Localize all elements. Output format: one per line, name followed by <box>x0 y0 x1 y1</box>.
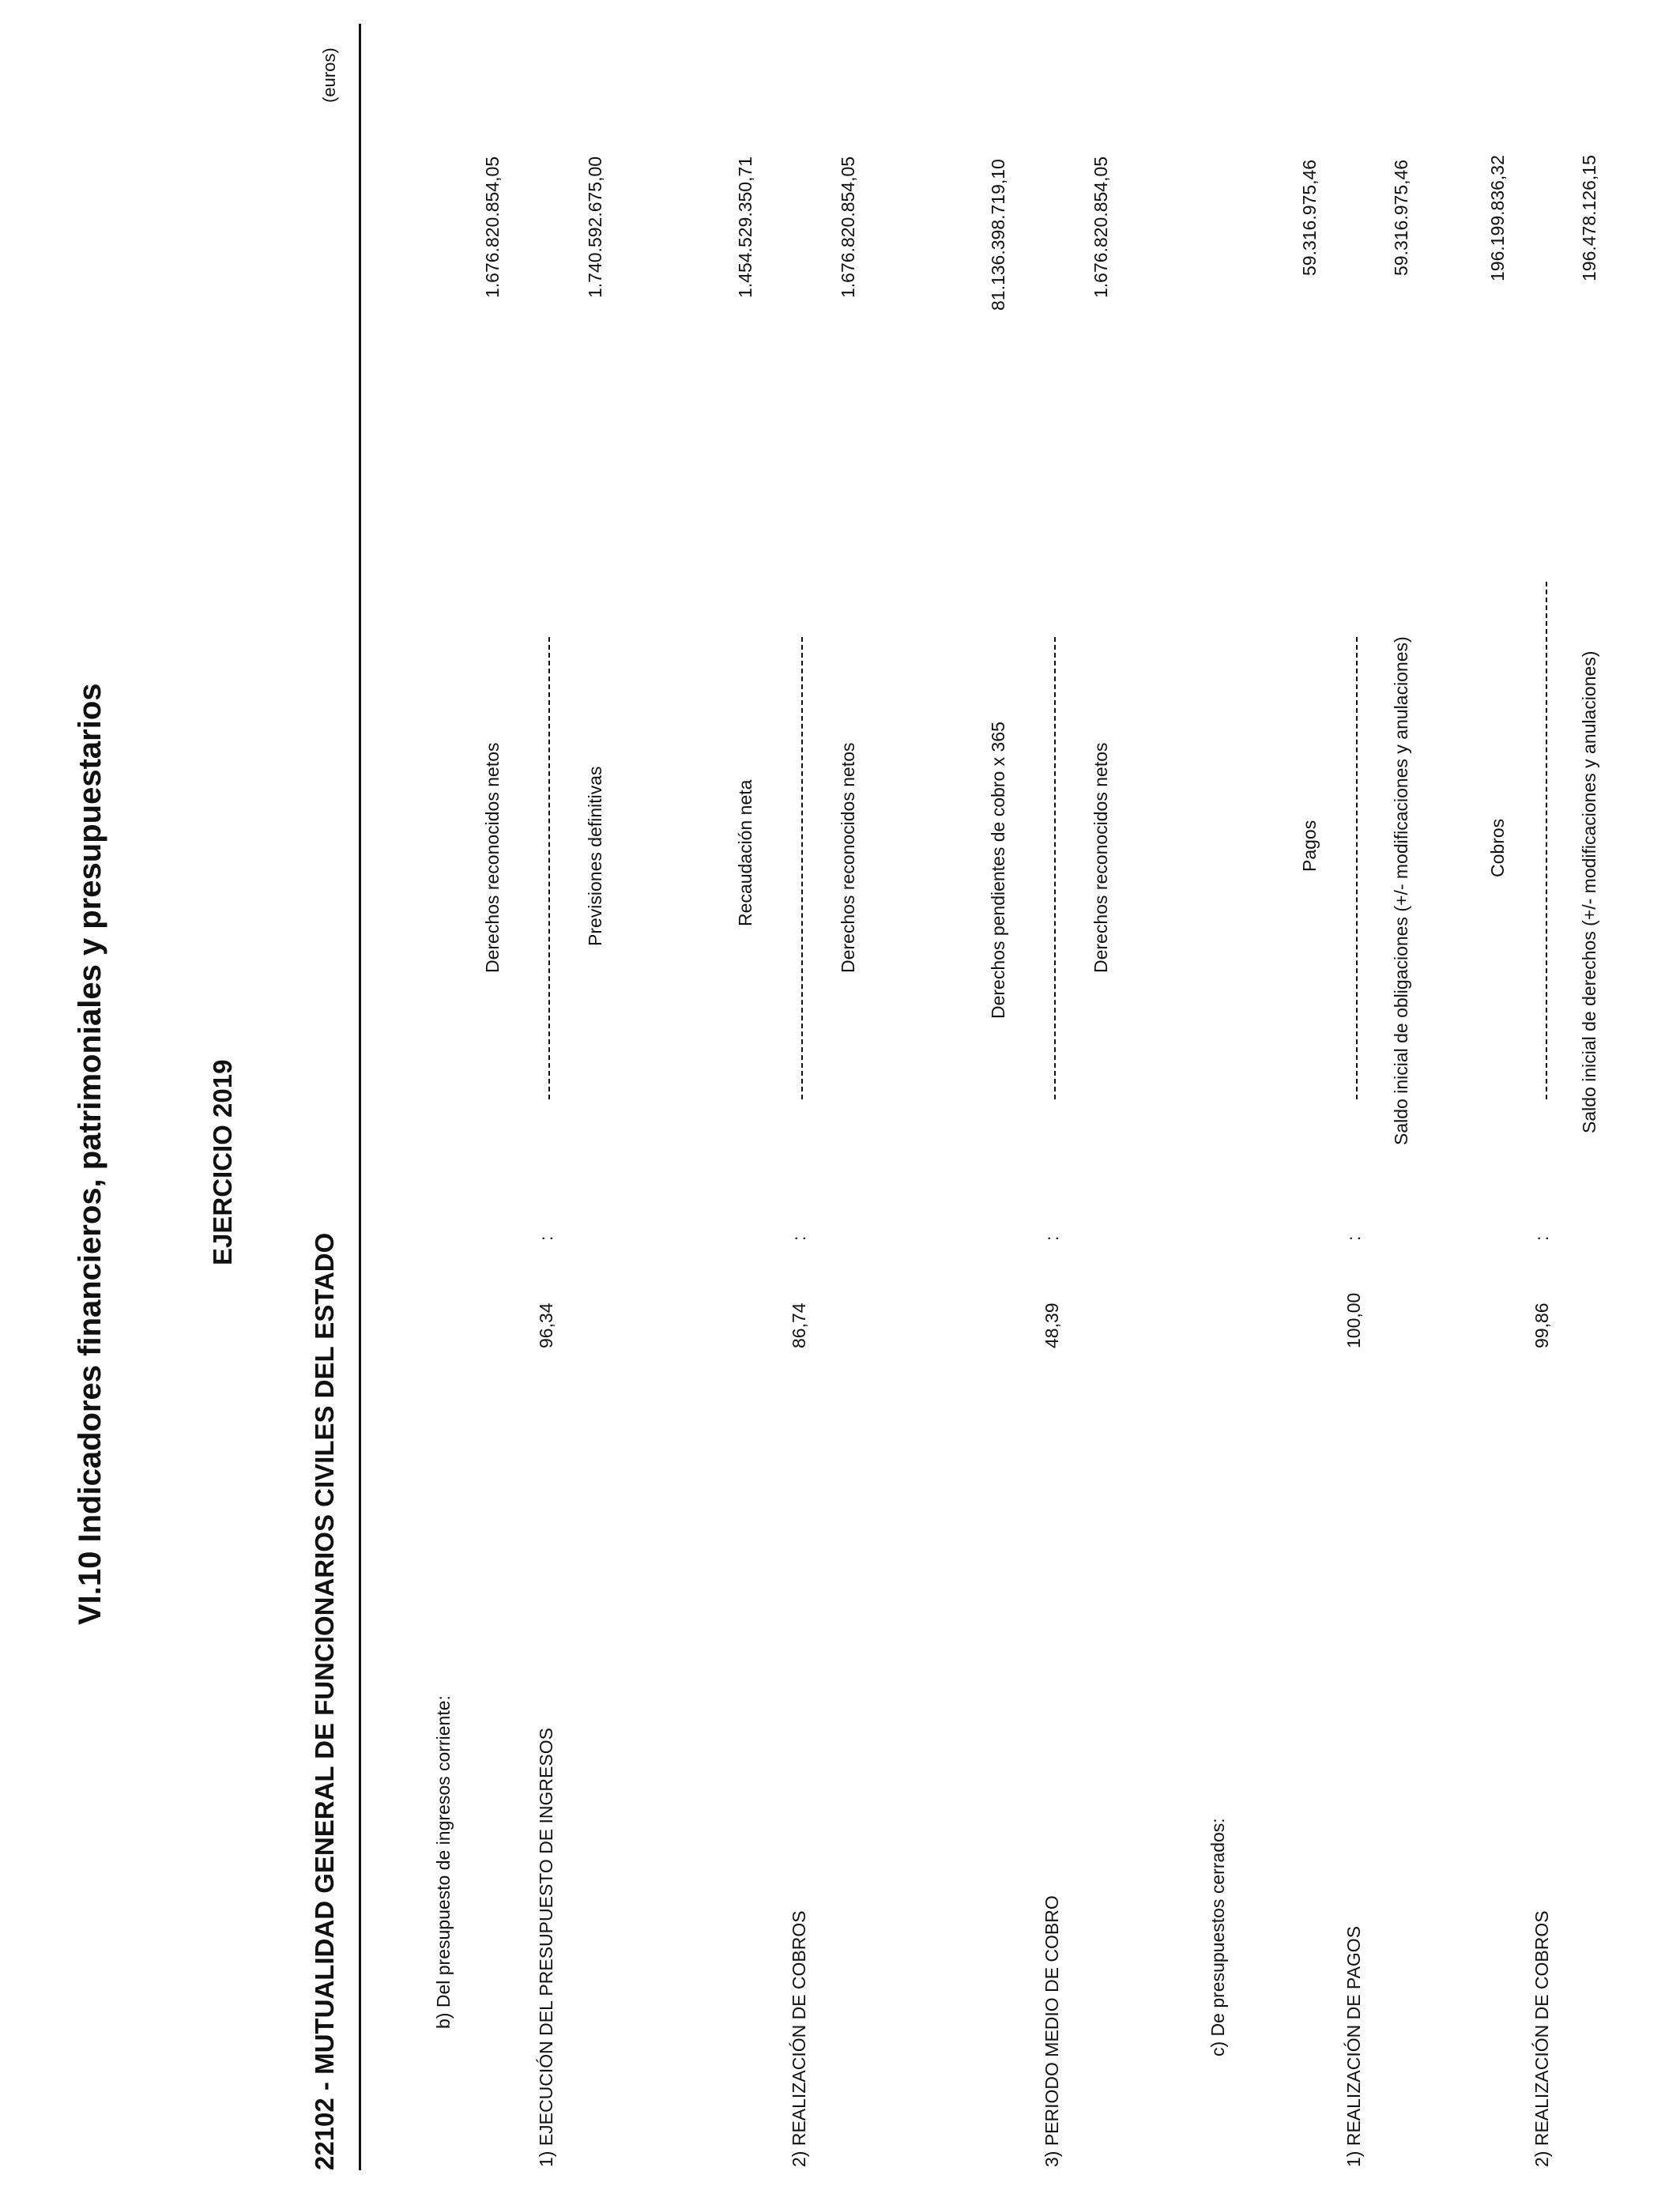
denominator-value: 1.676.820.854,05 <box>1090 156 1111 298</box>
indicator-value: 96,34 <box>536 1302 556 1348</box>
indicator-label: 2) REALIZACIÓN DE COBROS <box>1531 1910 1552 2167</box>
indicator-value: 48,39 <box>1042 1302 1062 1348</box>
denominator-value: 1.676.820.854,05 <box>838 156 858 298</box>
indicator-colon: : <box>1343 1235 1364 1241</box>
fraction-line <box>548 637 550 1099</box>
exercise-year: EJERCICIO 2019 <box>208 1059 237 1265</box>
numerator-label: Derechos pendientes de cobro x 365 <box>988 722 1008 1019</box>
indicator-colon: : <box>1531 1235 1552 1241</box>
numerator-value: 1.454.529.350,71 <box>735 156 755 298</box>
numerator-value: 59.316.975,46 <box>1299 159 1320 276</box>
denominator-label: Saldo inicial de derechos (+/- modificaciones y anulaciones) <box>1579 650 1599 1133</box>
entity-name: 22102 - MUTUALIDAD GENERAL DE FUNCIONARIOS CIVILES DEL ESTADO <box>310 1232 339 2170</box>
indicator-value: 100,00 <box>1343 1292 1364 1348</box>
denominator-value: 1.740.592.675,00 <box>585 156 605 298</box>
indicator-label: 1) EJECUCIÓN DEL PRESUPUESTO DE INGRESOS <box>536 1728 556 2167</box>
indicator-value: 99,86 <box>1531 1302 1552 1348</box>
indicator-colon: : <box>1042 1235 1062 1241</box>
numerator-label: Pagos <box>1299 820 1320 872</box>
denominator-label: Derechos reconocidos netos <box>1090 742 1111 973</box>
indicator-label: 1) REALIZACIÓN DE PAGOS <box>1343 1925 1364 2167</box>
section-b-heading: b) Del presupuesto de ingresos corriente: <box>433 1695 454 2029</box>
numerator-value: 81.136.398.719,10 <box>988 159 1008 311</box>
denominator-label: Saldo inicial de obligaciones (+/- modificaciones y anulaciones) <box>1391 636 1411 1145</box>
denominator-value: 59.316.975,46 <box>1391 159 1411 276</box>
indicator-label: 3) PERIODO MEDIO DE COBRO <box>1042 1895 1062 2167</box>
units-label: (euros) <box>319 47 339 103</box>
section-c-heading: c) De presupuestos cerrados: <box>1207 1818 1228 2056</box>
header-divider <box>359 24 361 2170</box>
report-title: VI.10 Indicadores financieros, patrimoniales y presupuestarios <box>73 683 107 1625</box>
numerator-value: 1.676.820.854,05 <box>482 156 503 298</box>
denominator-value: 196.478.126,15 <box>1579 155 1599 281</box>
numerator-label: Recaudación neta <box>735 779 755 926</box>
fraction-line <box>1054 637 1056 1099</box>
indicator-colon: : <box>789 1235 809 1241</box>
numerator-label: Cobros <box>1487 818 1508 877</box>
numerator-value: 196.199.836,32 <box>1487 155 1508 281</box>
indicator-colon: : <box>536 1235 556 1241</box>
denominator-label: Previsiones definitivas <box>585 766 605 946</box>
fraction-line <box>1356 637 1358 1099</box>
denominator-label: Derechos reconocidos netos <box>838 742 858 973</box>
fraction-line <box>1546 582 1547 1099</box>
indicator-label: 2) REALIZACIÓN DE COBROS <box>789 1910 809 2167</box>
indicator-value: 86,74 <box>789 1302 809 1348</box>
numerator-label: Derechos reconocidos netos <box>482 742 503 973</box>
fraction-line <box>801 637 803 1099</box>
